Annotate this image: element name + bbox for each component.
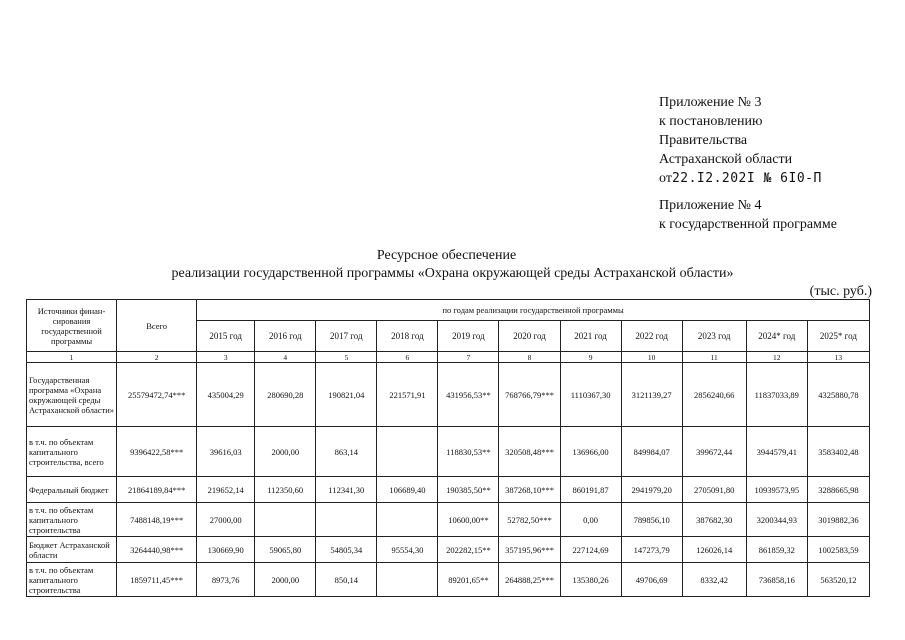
- cell-total: 3264440,98***: [117, 537, 197, 563]
- cell-year-value: 357195,96***: [499, 537, 560, 563]
- column-number: 3: [197, 352, 255, 363]
- column-numbers-row: [27, 352, 870, 363]
- cell-year-value: 52782,50***: [499, 503, 560, 537]
- cell-year-value: 861859,32: [746, 537, 807, 563]
- column-number: 8: [499, 352, 560, 363]
- cell-year-value: 320508,48***: [499, 427, 560, 477]
- table-row: [27, 563, 870, 597]
- appendix-4-line2: к государственной программе: [659, 217, 837, 232]
- column-number: 2: [117, 352, 197, 363]
- header-year: 2015 год: [197, 321, 255, 352]
- header-year: 2019 год: [438, 321, 499, 352]
- cell-year-value: 190821,04: [316, 363, 377, 427]
- cell-year-value: 280690,28: [255, 363, 316, 427]
- appendix-3-line4: Астраханской области: [659, 152, 793, 167]
- cell-year-value: 118830,53**: [438, 427, 499, 477]
- cell-year-value: [255, 503, 316, 537]
- cell-year-value: 59065,80: [255, 537, 316, 563]
- cell-year-value: 264888,25***: [499, 563, 560, 597]
- column-number: 13: [807, 352, 869, 363]
- header-row-1: [27, 300, 870, 321]
- appendix-3-title: Приложение № 3: [659, 95, 762, 110]
- cell-year-value: 136966,00: [560, 427, 621, 477]
- column-number: 1: [27, 352, 117, 363]
- appendix-4-block: [659, 196, 837, 234]
- cell-year-value: 736858,16: [746, 563, 807, 597]
- cell-total: 9396422,58***: [117, 427, 197, 477]
- column-number: 5: [316, 352, 377, 363]
- cell-year-value: 789856,10: [621, 503, 682, 537]
- header-year: 2025* год: [807, 321, 869, 352]
- cell-year-value: 3200344,93: [746, 503, 807, 537]
- cell-total: 1859711,45***: [117, 563, 197, 597]
- cell-year-value: 49706,69: [621, 563, 682, 597]
- cell-year-value: 190385,50**: [438, 477, 499, 503]
- cell-year-value: 860191,87: [560, 477, 621, 503]
- cell-year-value: 563520,12: [807, 563, 869, 597]
- appendix-3-date-line: [659, 169, 822, 188]
- column-number: 12: [746, 352, 807, 363]
- cell-year-value: 849984,07: [621, 427, 682, 477]
- cell-year-value: 387268,10***: [499, 477, 560, 503]
- header-year: 2023 год: [682, 321, 746, 352]
- cell-year-value: 399672,44: [682, 427, 746, 477]
- row-source-label: Бюджет Астраханской области: [27, 537, 117, 563]
- cell-year-value: 54805,34: [316, 537, 377, 563]
- cell-year-value: 147273,79: [621, 537, 682, 563]
- cell-year-value: 3121139,27: [621, 363, 682, 427]
- cell-year-value: 3019882,36: [807, 503, 869, 537]
- cell-year-value: 3288665,98: [807, 477, 869, 503]
- cell-year-value: 2941979,20: [621, 477, 682, 503]
- cell-year-value: 95554,30: [377, 537, 438, 563]
- appendix-3-line3: Правительства: [659, 133, 748, 148]
- date-prefix: от: [659, 171, 672, 186]
- row-source-label: Федеральный бюджет: [27, 477, 117, 503]
- date-number-stamp: 22.I2.202I № 6I0-П: [671, 171, 822, 186]
- column-number: 10: [621, 352, 682, 363]
- cell-year-value: 0,00: [560, 503, 621, 537]
- header-total: Всего: [117, 300, 197, 352]
- cell-year-value: 2000,00: [255, 563, 316, 597]
- cell-year-value: 863,14: [316, 427, 377, 477]
- column-number: 11: [682, 352, 746, 363]
- cell-year-value: 2856240,66: [682, 363, 746, 427]
- cell-total: 25579472,74***: [117, 363, 197, 427]
- header-year: 2016 год: [255, 321, 316, 352]
- appendix-3-line2: к постановлению: [659, 114, 763, 129]
- cell-year-value: 435004,29: [197, 363, 255, 427]
- appendix-3-block: [659, 93, 822, 188]
- header-year: 2020 год: [499, 321, 560, 352]
- row-source-label: в т.ч. по объектам капитального строительства: [27, 503, 117, 537]
- cell-year-value: 4325880,78: [807, 363, 869, 427]
- cell-year-value: 219652,14: [197, 477, 255, 503]
- row-source-label: Государственная программа «Охрана окружающей среды Астраханской области»: [27, 363, 117, 427]
- header-year: 2018 год: [377, 321, 438, 352]
- cell-year-value: 8332,42: [682, 563, 746, 597]
- table-row: [27, 427, 870, 477]
- cell-year-value: 112341,30: [316, 477, 377, 503]
- column-number: 4: [255, 352, 316, 363]
- appendix-4-title: Приложение № 4: [659, 198, 762, 213]
- units-label: (тыс. руб.): [809, 284, 872, 299]
- cell-year-value: 130669,90: [197, 537, 255, 563]
- document-subtitle: реализации государственной программы «Охрана окружающей среды Астраханской области»: [171, 266, 734, 281]
- cell-year-value: 135380,26: [560, 563, 621, 597]
- table-row: [27, 503, 870, 537]
- table-row: [27, 477, 870, 503]
- table-row: [27, 537, 870, 563]
- header-source: Источники финан-сирования государственной программы: [27, 300, 117, 352]
- cell-year-value: 221571,91: [377, 363, 438, 427]
- header-year: 2024* год: [746, 321, 807, 352]
- cell-year-value: 850,14: [316, 563, 377, 597]
- cell-year-value: 10939573,95: [746, 477, 807, 503]
- cell-year-value: 11837033,89: [746, 363, 807, 427]
- cell-total: 7488148,19***: [117, 503, 197, 537]
- cell-year-value: [377, 563, 438, 597]
- cell-year-value: 1002583,59: [807, 537, 869, 563]
- cell-total: 21864189,84***: [117, 477, 197, 503]
- cell-year-value: 3944579,41: [746, 427, 807, 477]
- column-number: 9: [560, 352, 621, 363]
- column-number: 6: [377, 352, 438, 363]
- cell-year-value: 202282,15**: [438, 537, 499, 563]
- resource-table: [26, 299, 870, 597]
- cell-year-value: 431956,53**: [438, 363, 499, 427]
- header-years-group: по годам реализации государственной программы: [197, 300, 870, 321]
- cell-year-value: 27000,00: [197, 503, 255, 537]
- column-number: 7: [438, 352, 499, 363]
- cell-year-value: [377, 427, 438, 477]
- cell-year-value: [377, 503, 438, 537]
- cell-year-value: 3583402,48: [807, 427, 869, 477]
- cell-year-value: 112350,60: [255, 477, 316, 503]
- row-source-label: в т.ч. по объектам капитального строительства, всего: [27, 427, 117, 477]
- header-year: 2021 год: [560, 321, 621, 352]
- cell-year-value: 39616,03: [197, 427, 255, 477]
- cell-year-value: 387682,30: [682, 503, 746, 537]
- row-source-label: в т.ч. по объектам капитального строительства: [27, 563, 117, 597]
- cell-year-value: 2705091,80: [682, 477, 746, 503]
- cell-year-value: [316, 503, 377, 537]
- cell-year-value: 1110367,30: [560, 363, 621, 427]
- cell-year-value: 2000,00: [255, 427, 316, 477]
- document-title: Ресурсное обеспечение: [376, 248, 517, 263]
- cell-year-value: 89201,65**: [438, 563, 499, 597]
- table-row: [27, 363, 870, 427]
- cell-year-value: 768766,79***: [499, 363, 560, 427]
- cell-year-value: 227124,69: [560, 537, 621, 563]
- cell-year-value: 106689,40: [377, 477, 438, 503]
- cell-year-value: 8973,76: [197, 563, 255, 597]
- header-year: 2017 год: [316, 321, 377, 352]
- cell-year-value: 10600,00**: [438, 503, 499, 537]
- cell-year-value: 126026,14: [682, 537, 746, 563]
- header-year: 2022 год: [621, 321, 682, 352]
